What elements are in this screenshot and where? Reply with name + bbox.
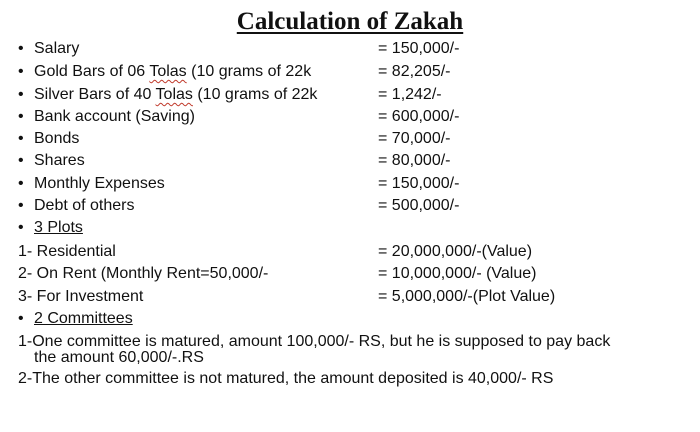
committee-note-2: 2-The other committee is not matured, the amount deposited is 40,000/- RS xyxy=(18,370,554,387)
plot-label: 3- For Investment xyxy=(18,288,144,305)
plots-heading: 3 Plots xyxy=(34,219,83,236)
item-value: = 70,000/- xyxy=(378,130,451,147)
page-title: Calculation of Zakah xyxy=(236,8,464,35)
item-label-part: Silver Bars of 40 xyxy=(34,86,156,103)
item-value: = 600,000/- xyxy=(378,108,460,125)
item-label: Salary xyxy=(34,40,80,57)
bullet-marker: • xyxy=(18,310,24,327)
item-label-part: Gold Bars of 06 xyxy=(34,63,150,80)
item-label: Monthly Expenses xyxy=(34,175,165,192)
committee-note-1-line2: the amount 60,000/-.RS xyxy=(34,349,204,366)
bullet-marker: • xyxy=(18,40,24,57)
item-value: = 1,242/- xyxy=(378,86,442,103)
item-label xyxy=(34,62,311,82)
item-label xyxy=(34,85,317,105)
bullet-marker: • xyxy=(18,86,24,103)
bullet-marker: • xyxy=(18,175,24,192)
bullet-marker: • xyxy=(18,130,24,147)
bullet-marker: • xyxy=(18,108,24,125)
plot-value: = 5,000,000/-(Plot Value) xyxy=(378,288,556,305)
plot-value: = 10,000,000/- (Value) xyxy=(378,265,537,282)
spellcheck-word: Tolas xyxy=(149,63,187,80)
plot-label: 2- On Rent (Monthly Rent=50,000/- xyxy=(18,265,269,282)
item-value: = 150,000/- xyxy=(378,175,460,192)
bullet-marker: • xyxy=(18,63,24,80)
committees-heading: 2 Committees xyxy=(34,310,133,327)
spellcheck-word: Tolas xyxy=(155,86,193,103)
bullet-marker: • xyxy=(18,197,24,214)
committee-note-1 xyxy=(18,334,658,366)
item-value: = 150,000/- xyxy=(378,40,460,57)
plot-label: 1- Residential xyxy=(18,243,116,260)
item-label: Bank account (Saving) xyxy=(34,108,195,125)
bullet-marker: • xyxy=(18,152,24,169)
committee-note-1-line1: 1-One committee is matured, amount 100,000/- RS, but he is supposed to pay back xyxy=(18,333,611,350)
item-label: Debt of others xyxy=(34,197,135,214)
item-label: Shares xyxy=(34,152,85,169)
item-value: = 500,000/- xyxy=(378,197,460,214)
item-label-part: (10 grams of 22k xyxy=(186,63,312,80)
item-value: = 82,205/- xyxy=(378,63,451,80)
item-value: = 80,000/- xyxy=(378,152,451,169)
plot-value: = 20,000,000/-(Value) xyxy=(378,243,533,260)
item-label-part: (10 grams of 22k xyxy=(192,86,318,103)
bullet-marker: • xyxy=(18,219,24,236)
item-label: Bonds xyxy=(34,130,80,147)
